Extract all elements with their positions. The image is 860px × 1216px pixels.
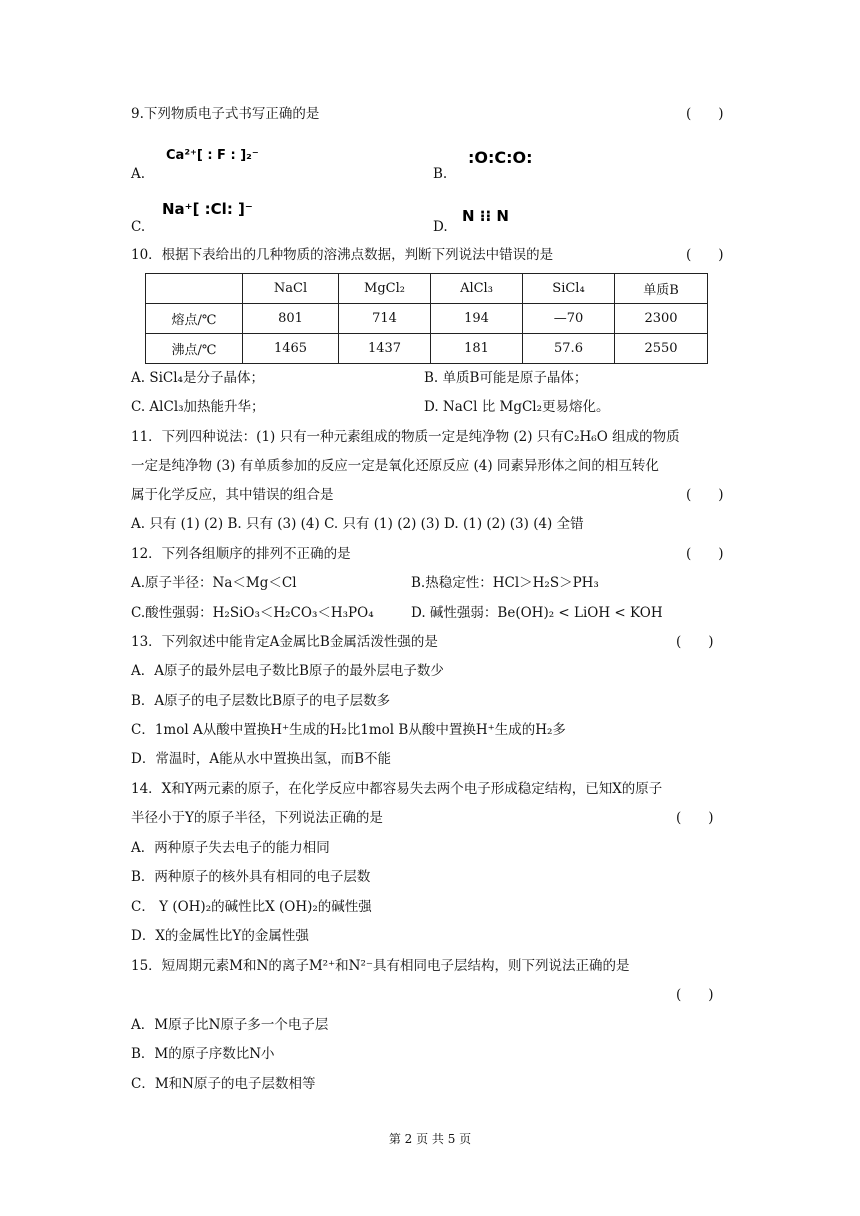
q12-option-c: C.酸性强弱：H₂SiO₃＜H₂CO₃＜H₃PO₄ [131, 605, 374, 621]
q9-option-c-formula [162, 200, 253, 218]
q9-b-formula-text: :O:C:O: [468, 148, 533, 167]
q9-option-b-label: B. [433, 166, 448, 182]
table-header-cell: 单质B [615, 274, 708, 304]
q9-option-a-label: A. [131, 166, 146, 182]
q10-option-a: A. SiCl₄是分子晶体； [131, 370, 264, 386]
q13-stem: 13．下列叙述中能肯定A金属比B金属活泼性强的是 [131, 634, 438, 650]
q11-line-1: 11．下列四种说法：(1) 只有一种元素组成的物质一定是纯净物 (2) 只有C₂H₆O 组成的物质 [131, 429, 680, 445]
q13-option-c: C．1mol A从酸中置换H⁺生成的H₂比1mol B从酸中置换H⁺生成的H₂多 [131, 722, 566, 738]
table-cell: —70 [523, 304, 615, 334]
table-header-cell: AlCl₃ [431, 274, 523, 304]
q14-line-1: 14．X和Y两元素的原子，在化学反应中都容易失去两个电子形成稳定结构，已知X的原子 [131, 781, 663, 797]
q9-d-formula-text: N ⁝⁝ N [462, 207, 509, 225]
q14-option-d: D．X的金属性比Y的金属性强 [131, 928, 309, 944]
table-cell: 1465 [243, 334, 339, 364]
q10-stem: 10．根据下表给出的几种物质的溶沸点数据，判断下列说法中错误的是 [131, 247, 554, 263]
q13-option-d: D．常温时，A能从水中置换出氢，而B不能 [131, 751, 391, 767]
table-cell: 沸点/℃ [146, 334, 243, 364]
table-cell: 181 [431, 334, 523, 364]
q10-option-d: D. NaCl 比 MgCl₂更易熔化。 [424, 399, 610, 415]
q12-option-b: B.热稳定性：HCl＞H₂S＞PH₃ [411, 575, 599, 591]
q11-answer-paren: ( ) [686, 487, 724, 503]
q12-stem: 12．下列各组顺序的排列不正确的是 [131, 546, 351, 562]
table-header-cell: MgCl₂ [339, 274, 431, 304]
q9-option-a-formula [166, 148, 259, 163]
q15-option-c: C．M和N原子的电子层数相等 [131, 1076, 316, 1092]
table-cell: 2300 [615, 304, 708, 334]
q14-line-2: 半径小于Y的原子半径，下列说法正确的是 [131, 810, 383, 826]
table-cell: 熔点/℃ [146, 304, 243, 334]
q10-data-table [145, 273, 708, 364]
table-cell: 57.6 [523, 334, 615, 364]
q12-answer-paren: ( ) [686, 546, 724, 562]
q13-answer-paren: ( ) [676, 634, 714, 650]
q9-option-d-formula [462, 207, 509, 225]
q15-answer-paren: ( ) [676, 987, 714, 1003]
q11-line-2: 一定是纯净物 (3) 有单质参加的反应一定是氧化还原反应 (4) 同素异形体之间的相互转化 [131, 458, 659, 474]
q12-option-a: A.原子半径：Na＜Mg＜Cl [131, 575, 297, 591]
table-cell: 801 [243, 304, 339, 334]
q9-option-c-label: C. [131, 219, 146, 235]
table-row [146, 334, 708, 364]
q13-option-a: A．A原子的最外层电子数比B原子的最外层电子数少 [131, 663, 444, 679]
q12-option-d: D. 碱性强弱：Be(OH)₂ < LiOH < KOH [411, 605, 663, 621]
q9-option-d-label: D. [433, 219, 448, 235]
table-header-row [146, 274, 708, 304]
q15-stem: 15．短周期元素M和N的离子M²⁺和N²⁻具有相同电子层结构，则下列说法正确的是 [131, 958, 630, 974]
q10-option-b: B. 单质B可能是原子晶体； [424, 370, 588, 386]
q9-option-b-formula [468, 148, 533, 167]
table-row [146, 304, 708, 334]
q11-options: A. 只有 (1) (2) B. 只有 (3) (4) C. 只有 (1) (2) (3) D. (1) (2) (3) (4) 全错 [131, 516, 584, 532]
table-header-cell: NaCl [243, 274, 339, 304]
q15-option-a: A．M原子比N原子多一个电子层 [131, 1017, 329, 1033]
table-header-cell: SiCl₄ [523, 274, 615, 304]
q14-option-c: C． Y (OH)₂的碱性比X (OH)₂的碱性强 [131, 899, 372, 915]
q14-option-b: B．两种原子的核外具有相同的电子层数 [131, 869, 371, 885]
page-footer: 第 2 页 共 5 页 [388, 1132, 472, 1146]
q9-c-formula-text: Na⁺[ :Cl: ]⁻ [162, 200, 253, 218]
q11-line-3: 属于化学反应，其中错误的组合是 [131, 487, 334, 503]
table-cell: 2550 [615, 334, 708, 364]
table-cell: 194 [431, 304, 523, 334]
q9-answer-paren: ( ) [686, 106, 724, 122]
q10-option-c: C. AlCl₃加热能升华； [131, 399, 265, 415]
table-header-cell [146, 274, 243, 304]
q14-option-a: A．两种原子失去电子的能力相同 [131, 840, 330, 856]
table-cell: 714 [339, 304, 431, 334]
table-cell: 1437 [339, 334, 431, 364]
q10-answer-paren: ( ) [686, 247, 724, 263]
q15-option-b: B．M的原子序数比N小 [131, 1046, 275, 1062]
q9-a-formula-text: Ca²⁺[ : F : ]₂⁻ [166, 148, 259, 163]
q14-answer-paren: ( ) [676, 810, 714, 826]
q9-stem: 9.下列物质电子式书写正确的是 [131, 106, 320, 122]
q13-option-b: B．A原子的电子层数比B原子的电子层数多 [131, 693, 391, 709]
